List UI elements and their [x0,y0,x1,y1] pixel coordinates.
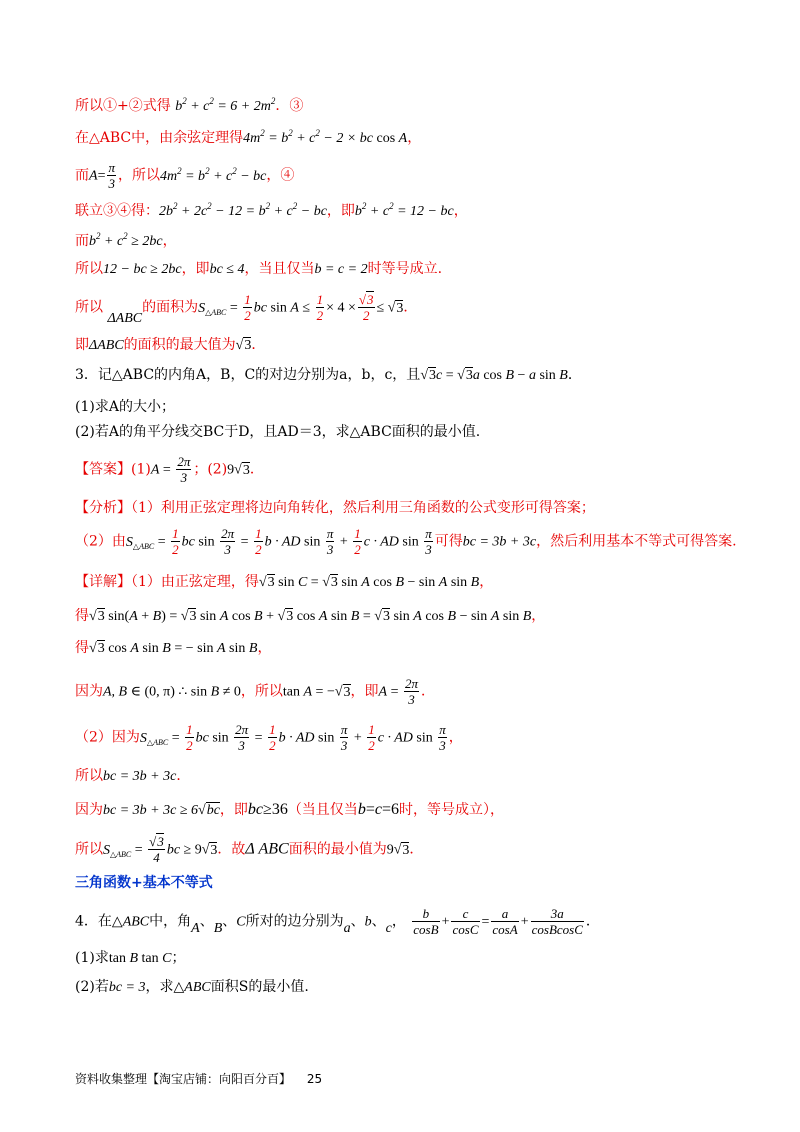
line-inequality: 而$b^2 + c^2 \ge 2bc$， [75,231,177,249]
question-3-part-1: (1)求A的大小； [75,399,175,415]
page-footer [75,1070,322,1087]
detail-line-1: 【详解】（1）由正弦定理，得√3 sin C = √3 sin A cos B − sin A sin B， [75,574,494,590]
detail-line-6: 所以bc = 3b + 3c． [75,768,191,784]
line-bc-bound: 所以12 − bc ≥ 2bc，即bc ≤ 4，当且仅当b = c = 2时等号成立. [75,261,443,277]
question-4: 4．在△ABC中，角A、B、C所对的边分别为a、b、c， $\frac{b}{\cos B}$ + $\frac{c}{\cos C}$ = $\frac{a}{\cos A}$ + $\frac{3a}{\text{cosBcosC}}$ ． [75,906,600,937]
analysis-line-1: 【分析】（1）利用正弦定理将边向角转化，然后利用三角函数的公式变形可得答案； [75,500,595,516]
section-heading: 三角函数+基本不等式 [75,875,213,891]
answer-line: 【答案】(1)A = $\frac{2\pi}{3}$ ；(2)9√3． [75,454,264,485]
line-area: 所以 ΔABC的面积为$S_{\triangle ABC}$ = $\frac{1}{2}$ bc sin A ≤ $\frac{1}{2}$ × 4 × $\frac{√3}{2}$ ≤ √3． [75,292,418,326]
detail-line-5: （2）因为$S_{\triangle ABC}$ = $\frac{1}{2}$ bc sin $\frac{2\pi}{3}$ = $\frac{1}{2}$ b · AD sin $\frac{\pi}{3}$ + $\frac{1}{2}$ c · AD sin $\frac{\pi}{3}$ ， [75,722,463,753]
detail-line-4: 因为A, B ∈ (0, π) ∴ sin B ≠ 0，所以tan A = −√3，即A = $\frac{2\pi}{3}$ ． [75,676,436,707]
line-sum-equation: 所以①+②式得 $b^2 + c^2 = 6 + 2m^2$．③ [75,96,304,114]
question-3: 3．记△ABC的内角A，B，C的对边分别为a，b，c，且√3c = √3a cos B − a sin B． [75,367,582,383]
page-number: 25 [306,1072,323,1086]
line-cosine-law: 在△ABC中，由余弦定理得$4m^2 = b^2 + c^2 - 2$ × bc cos A， [75,128,422,146]
line-combine: 联立③④得：$2b^2 + 2c^2 - 12 = b^2 + c^2$ − bc，即$b^2 + c^2 = 12$ − bc， [75,201,468,219]
detail-line-7: 因为bc = 3b + 3c ≥ 6√bc，即bc≥36（当且仅当b=c=6时，等号成立）， [75,801,504,818]
question-4-part-1: (1)求tan B tan C； [75,950,186,966]
analysis-line-2: （2）由$S_{\triangle ABC}$ = $\frac{1}{2}$ bc sin $\frac{2\pi}{3}$ = $\frac{1}{2}$ b · AD sin $\frac{\pi}{3}$ + $\frac{1}{2}$ c · AD sin $\frac{\pi}{3}$ 可得bc = 3b + 3c，然后利用基本不等式可得答案. [75,526,737,557]
line-area-max: 即ΔABC的面积的最大值为√3． [75,337,266,353]
footer-source: 资料收集整理【淘宝店铺：向阳百分百】 [75,1072,292,1086]
question-3-part-2: (2)若A的角平分线交BC于D，且AD＝3，求△ABC面积的最小值. [75,424,481,440]
detail-line-3: 得√3 cos A sin B = − sin A sin B， [75,640,272,656]
detail-line-8: 所以$S_{\triangle ABC}$ = $\frac{√3}{4}$ bc ≥ 9√3．故Δ ABC面积的最小值为9√3． [75,834,424,865]
line-angle-a: 而A= $\frac{\pi}{3}$ ，所以$4m^2 = b^2 + c^2$ − bc，④ [75,160,295,191]
question-4-part-2: (2)若bc = 3，求△ABC面积S的最小值. [75,979,309,995]
detail-line-2: 得√3 sin(A + B) = √3 sin A cos B + √3 cos A sin B = √3 sin A cos B − sin A sin B， [75,608,546,624]
